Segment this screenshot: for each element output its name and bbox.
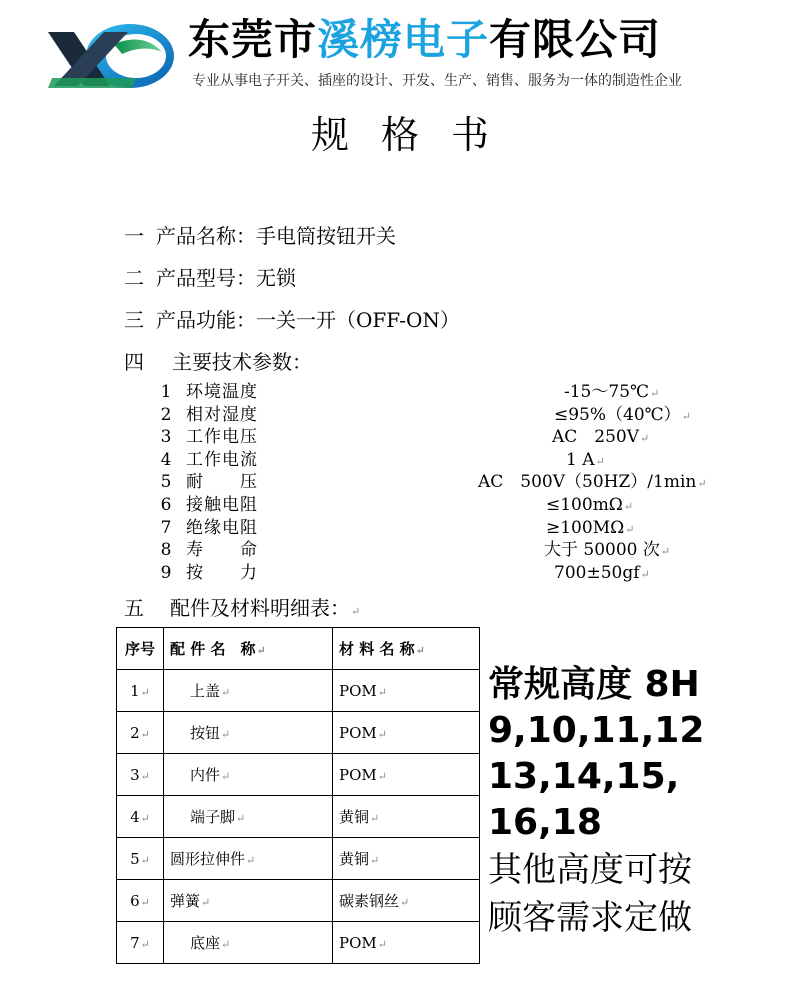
cell-material: 碳素钢丝↵ [333, 880, 480, 922]
param-no: 9 [160, 562, 172, 583]
param-no: 8 [160, 540, 172, 561]
param-row [156, 494, 716, 516]
height-options-note [488, 662, 788, 942]
param-no: 2 [160, 404, 172, 425]
param-no: 7 [160, 517, 172, 538]
custom-height-line: 其他高度可按 [488, 850, 692, 890]
cell-material: POM↵ [333, 922, 480, 964]
param-value: ≤95%（40℃）↵ [554, 404, 691, 425]
param-name: 耐 压 [186, 472, 258, 493]
cell-part: 按钮↵ [164, 712, 333, 754]
height-values-line: 13,14,15, [488, 756, 680, 797]
main-params-title: 四 主要技术参数： [124, 350, 312, 374]
cell-no: 4↵ [117, 796, 164, 838]
cell-material: 黄铜↵ [333, 796, 480, 838]
param-value: -15～75℃↵ [564, 382, 660, 402]
product-function-line: 三 产品功能：一关一开（OFF-ON） [124, 308, 460, 332]
height-values-line: 9,10,11,12 [488, 710, 705, 751]
company-logo [44, 14, 182, 96]
cell-part: 内件↵ [164, 754, 333, 796]
document-title: 规格书 [310, 113, 521, 157]
table-row [117, 880, 480, 922]
cell-no: 5↵ [117, 838, 164, 880]
cell-no: 3↵ [117, 754, 164, 796]
param-name: 工作电流 [186, 449, 258, 470]
parts-title: 五 配件及材料明细表：↵ [124, 596, 361, 620]
param-value: 大于 50000 次↵ [544, 540, 671, 561]
table-row [117, 712, 480, 754]
cell-no: 1↵ [117, 670, 164, 712]
table-row [117, 838, 480, 880]
param-name: 绝缘电阻 [186, 517, 258, 538]
param-name: 环境温度 [186, 382, 258, 402]
cell-part: 弹簧↵ [164, 880, 333, 922]
cell-no: 7↵ [117, 922, 164, 964]
param-value: ≥100MΩ↵ [546, 517, 635, 538]
cell-part: 端子脚↵ [164, 796, 333, 838]
technical-params-list [156, 381, 716, 591]
param-value: 700±50gf↵ [554, 562, 650, 583]
height-values-line: 16,18 [488, 802, 602, 843]
cell-material: POM↵ [333, 754, 480, 796]
product-name-line: 一 产品名称：手电筒按钮开关 [124, 224, 396, 248]
cell-part: 上盖↵ [164, 670, 333, 712]
cell-no: 2↵ [117, 712, 164, 754]
table-row [117, 754, 480, 796]
table-row [117, 796, 480, 838]
param-no: 6 [160, 495, 172, 515]
param-no: 4 [160, 449, 172, 470]
param-row [156, 426, 716, 448]
param-no: 3 [160, 427, 172, 448]
param-name: 相对湿度 [186, 404, 258, 425]
cell-material: 黄铜↵ [333, 838, 480, 880]
param-value: AC 500V（50HZ）/1min↵ [478, 472, 707, 493]
standard-height-line: 常规高度 8H [488, 664, 700, 705]
param-name: 工作电压 [186, 427, 258, 448]
cell-no: 6↵ [117, 880, 164, 922]
param-row [156, 562, 716, 584]
company-name: 东莞市溪榜电子有限公司 [188, 15, 662, 64]
cell-material: POM↵ [333, 712, 480, 754]
parts-materials-table [116, 627, 480, 964]
param-name: 按 力 [186, 562, 258, 583]
param-value: AC 250V↵ [552, 427, 650, 448]
param-no: 1 [160, 382, 172, 402]
table-row [117, 922, 480, 964]
cell-material: POM↵ [333, 670, 480, 712]
param-name: 接触电阻 [186, 495, 258, 515]
cell-part: 圆形拉伸件↵ [164, 838, 333, 880]
param-row [156, 381, 716, 403]
param-row [156, 517, 716, 539]
cell-part: 底座↵ [164, 922, 333, 964]
company-tagline: 专业从事电子开关、插座的设计、开发、生产、销售、服务为一体的制造性企业 [192, 73, 682, 89]
param-row [156, 539, 716, 561]
param-name: 寿 命 [186, 540, 258, 561]
param-no: 5 [160, 472, 172, 493]
param-row [156, 404, 716, 426]
table-row [117, 670, 480, 712]
col-header-material: 材 料 名 称↵ [333, 628, 480, 670]
param-value: ≤100mΩ↵ [546, 495, 634, 515]
product-model-line: 二 产品型号：无锁 [124, 266, 296, 290]
col-header-no: 序号 [117, 628, 164, 670]
param-value: 1 A↵ [566, 449, 605, 470]
col-header-part: 配 件 名 称↵ [164, 628, 333, 670]
param-row [156, 449, 716, 471]
custom-height-line: 顾客需求定做 [488, 898, 692, 938]
param-row [156, 471, 716, 493]
table-header-row [117, 628, 480, 670]
